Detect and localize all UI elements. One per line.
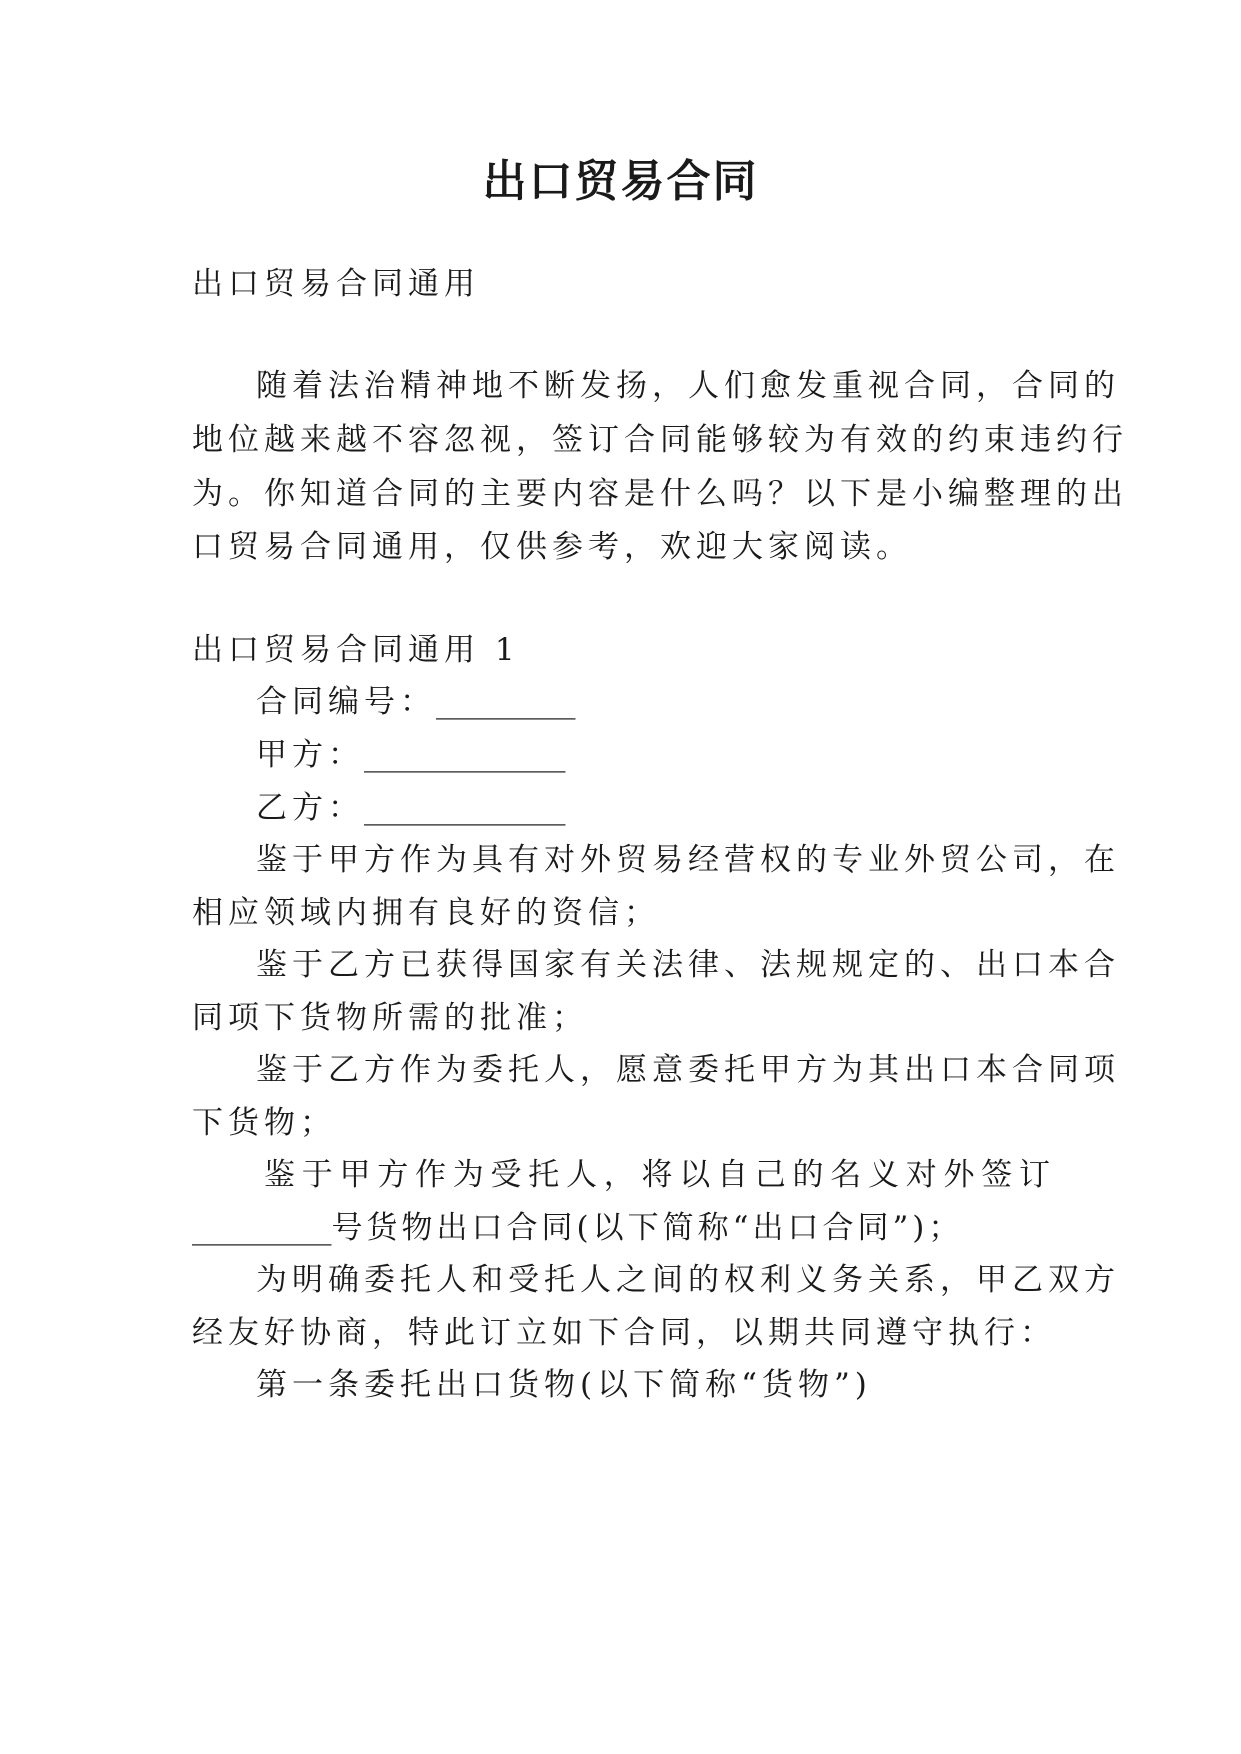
party-a-field <box>256 733 1050 777</box>
document-subtitle: 出口贸易合同通用 <box>192 266 480 302</box>
body-line-9: 为明确委托人和受托人之间的权利义务关系，甲乙双方 <box>256 1262 1120 1298</box>
intro-line-2: 地位越来越不容忽视，签订合同能够较为有效的约束违约行 <box>192 422 1128 458</box>
intro-line-4: 口贸易合同通用，仅供参考，欢迎大家阅读。 <box>192 529 912 565</box>
contract-blank: _________ <box>192 1210 332 1246</box>
body-line-8 <box>192 1206 1050 1250</box>
body-line-1: 鉴于甲方作为具有对外贸易经营权的专业外贸公司，在 <box>256 842 1120 878</box>
body-line-2: 相应领域内拥有良好的资信； <box>192 895 660 931</box>
intro-line-1: 随着法治精神地不断发扬，人们愈发重视合同，合同的 <box>256 368 1120 404</box>
contract-number-field <box>256 680 1050 724</box>
body-line-7: 鉴于甲方作为受托人，将以自己的名义对外签订 <box>264 1157 1050 1193</box>
document-title: 出口贸易合同 <box>482 156 759 207</box>
party-a-label: 甲方： <box>256 737 364 773</box>
party-b-field <box>256 786 1050 830</box>
section-heading: 出口贸易合同通用 1 <box>192 632 520 668</box>
contract-number-label: 合同编号： <box>256 684 436 720</box>
intro-line-3: 为。你知道合同的主要内容是什么吗？以下是小编整理的出 <box>192 476 1128 512</box>
body-line-5: 鉴于乙方作为委托人，愿意委托甲方为其出口本合同项 <box>256 1052 1120 1088</box>
body-line-8-text: 号货物出口合同(以下简称“出口合同”)； <box>331 1210 964 1246</box>
party-a-blank: _____________ <box>364 737 566 773</box>
body-line-4: 同项下货物所需的批准； <box>192 1000 588 1036</box>
article-one-heading: 第一条委托出口货物(以下简称“货物”) <box>256 1367 872 1403</box>
body-line-6: 下货物； <box>192 1105 336 1141</box>
party-b-label: 乙方： <box>256 790 364 826</box>
body-line-3: 鉴于乙方已获得国家有关法律、法规规定的、出口本合 <box>256 947 1120 983</box>
body-line-10: 经友好协商，特此订立如下合同，以期共同遵守执行： <box>192 1315 1056 1351</box>
party-b-blank: _____________ <box>364 790 566 826</box>
contract-number-blank: _________ <box>436 684 576 720</box>
